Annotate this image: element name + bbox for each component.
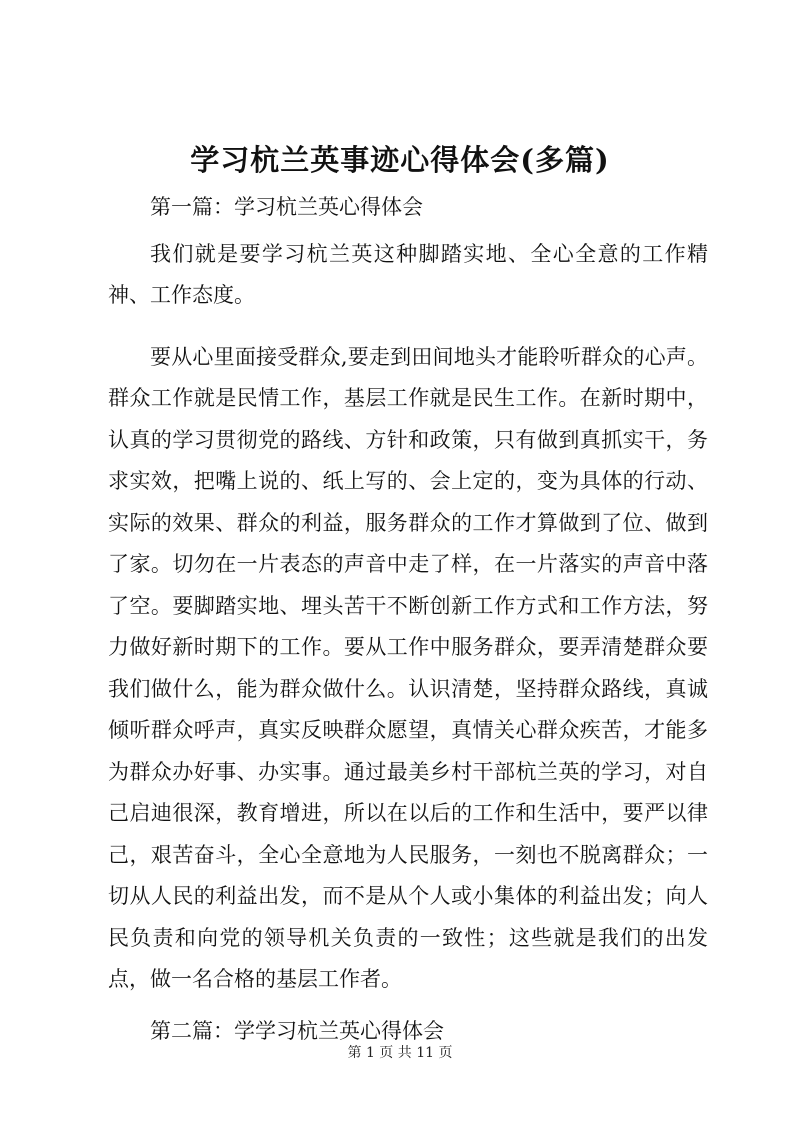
section-heading-1: 第一篇：学习杭兰英心得体会	[150, 195, 423, 219]
paragraph-1: 我们就是要学习杭兰英这种脚踏实地、全心全意的工作精神、工作态度。	[108, 241, 708, 307]
section-heading-2: 第二篇：学学习杭兰英心得体会	[150, 1018, 444, 1043]
document-title: 学习杭兰英事迹心得体会(多篇)	[190, 143, 610, 177]
document-body	[108, 187, 708, 1057]
paragraph-2: 要从心里面接受群众,要走到田间地头才能聆听群众的心声。群众工作就是民情工作，基层工作就是民生工作。在新时期中，认真的学习贯彻党的路线、方针和政策，只有做到真抓实干，务求实效，把嘴上说的、纸上写的、会上定的，变为具体的行动、实际的效果、群众的利益，服务群众的工作才算做到了位、做到了家。切勿在一片表态的声音中走了样，在一片落实的声音中落了空。要脚踏实地、埋头苦干不断创新工作方式和工作方法，努力做好新时期下的工作。要从工作中服务群众，要弄清楚群众要我们做什么，能为群众做什么。认识清楚，坚持群众路线，真诚倾听群众呼声，真实反映群众愿望，真情关心群众疾苦，才能多为群众办好事、办实事。通过最美乡村干部杭兰英的学习，对自己启迪很深，教育增进，所以在以后的工作和生活中，要严以律己，艰苦奋斗，全心全意地为人民服务，一刻也不脱离群众；一切从人民的利益出发，而不是从个人或小集体的利益出发；向人民负责和向党的领导机关负责的一致性；这些就是我们的出发点，做一名合格的基层工作者。	[108, 344, 708, 991]
page-number-footer: 第 1 页 共 11 页	[347, 1045, 453, 1061]
